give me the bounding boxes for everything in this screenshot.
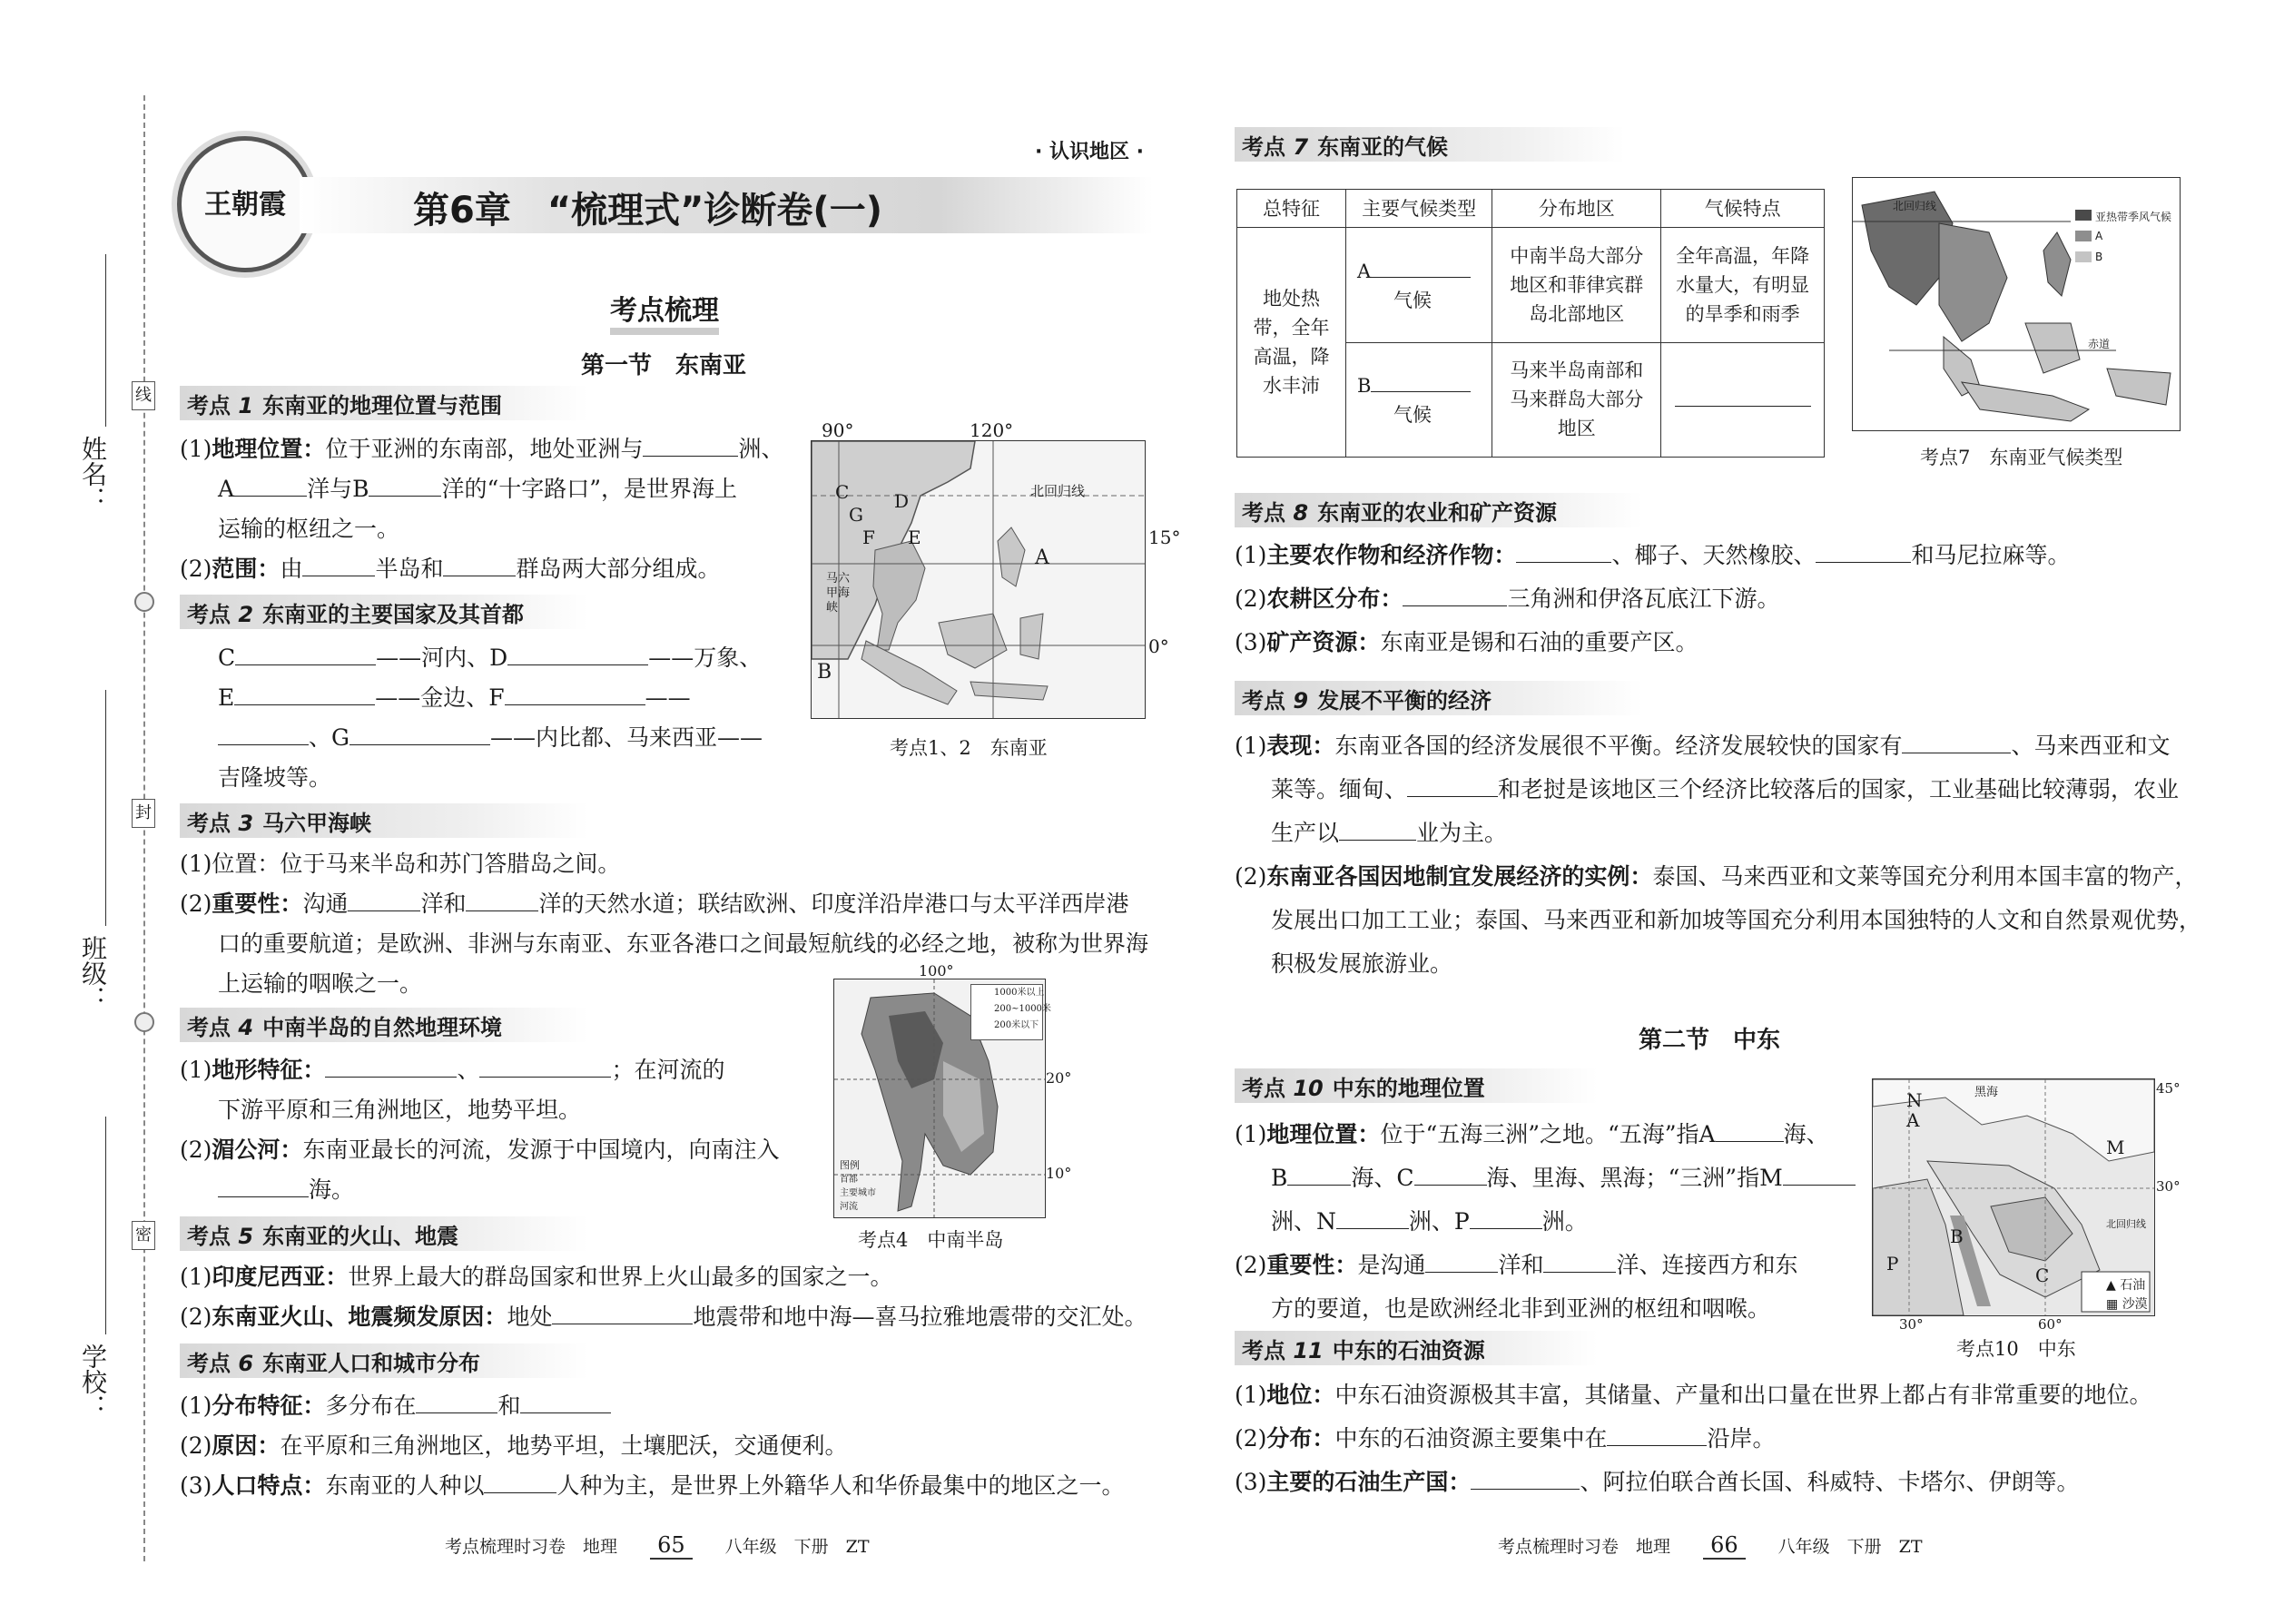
side-name-label: 姓名： bbox=[78, 436, 108, 512]
map1-label-C: C bbox=[835, 481, 850, 503]
map4-black-sea: 黑海 bbox=[1974, 1086, 1999, 1099]
map1-lon-120: 120° bbox=[970, 419, 1014, 441]
section-heading: 考点梳理 bbox=[610, 295, 719, 335]
k1-line-2: A 洋与B 洋的“十字路口”，是世界海上 bbox=[218, 476, 738, 502]
map4-label-M: M bbox=[2106, 1137, 2125, 1158]
k4-line-1: (1)地形特征： 、 ；在河流的 bbox=[180, 1057, 725, 1083]
kaodian-2-header: 考点 2 东南亚的主要国家及其首都 bbox=[180, 595, 588, 629]
k3-line-3: 口的重要航道；是欧洲、非洲与东南亚、东亚各港口之间最短航线的必经之地，被称为世界海 bbox=[218, 930, 1149, 957]
map2-legend-2: 200~1000米 bbox=[994, 1004, 1051, 1014]
map1-lon-90: 90° bbox=[822, 419, 854, 441]
th-overall: 总特征 bbox=[1237, 190, 1346, 228]
map1-label-strait: 马六甲海峡 bbox=[826, 572, 851, 615]
side-mark-3: 密 bbox=[132, 1221, 155, 1250]
map4-lat-30: 30° bbox=[2156, 1178, 2181, 1195]
k10-line-1: (1)地理位置：位于“五海三洲”之地。“五海”指A 海、 bbox=[1235, 1121, 1829, 1147]
k9-line-2: 莱等。缅甸、 和老挝是该地区三个经济比较落后的国家，工业基础比较薄弱，农业 bbox=[1271, 776, 2180, 802]
k1-line-3: 运输的枢纽之一。 bbox=[218, 516, 400, 542]
k6-line-3: (3)人口特点：东南亚的人种以 人种为主，是世界上外籍华人和华侨最集中的地区之一。 bbox=[180, 1472, 1125, 1499]
kaodian-10-header: 考点 10 中东的地理位置 bbox=[1235, 1068, 1598, 1103]
map4-legend-oil: ▲ 石油 bbox=[2106, 1278, 2146, 1293]
map4-label-B: B bbox=[1950, 1225, 1964, 1247]
cell-type-b: B 气候 bbox=[1346, 342, 1492, 458]
map1-label-B: B bbox=[817, 661, 832, 684]
map4-tropic: 北回归线 bbox=[2106, 1218, 2146, 1230]
k3-line-1: (1)位置：位于马来半岛和苏门答腊岛之间。 bbox=[180, 851, 621, 877]
map2-legend-city: 主要城市 bbox=[840, 1188, 876, 1198]
side-class-underline bbox=[105, 690, 106, 926]
map3-caption: 考点7 东南亚气候类型 bbox=[1920, 447, 2123, 468]
map3-legend-2: A bbox=[2095, 230, 2103, 242]
side-mark-1: 线 bbox=[132, 381, 155, 410]
map1-label-F: F bbox=[862, 527, 875, 548]
map4-label-C: C bbox=[2035, 1265, 2050, 1286]
k8-line-1: (1)主要农作物和经济作物： 、椰子、天然橡胶、 和马尼拉麻等。 bbox=[1235, 542, 2071, 568]
cell-feature-b bbox=[1661, 342, 1825, 458]
brand-logo bbox=[177, 136, 313, 272]
side-mark-2: 封 bbox=[132, 799, 155, 828]
k9-line-5: 发展出口加工工业；泰国、马来西亚和新加坡等国充分利用本国独特的人文和自然景观优势， bbox=[1271, 907, 2202, 933]
k6-line-1: (1)分布特征：多分布在 和 bbox=[180, 1386, 611, 1426]
map1-label-D: D bbox=[894, 490, 910, 512]
k11-line-1: (1)地位：中东石油资源极其丰富，其储量、产量和出口量在世界上都占有非常重要的地位。 bbox=[1235, 1382, 2152, 1408]
map2-lon-100: 100° bbox=[919, 962, 954, 979]
k9-line-4: (2)东南亚各国因地制宜发展经济的实例：泰国、马来西亚和文莱等国充分利用本国丰富的物产， bbox=[1235, 863, 2198, 890]
k4-line-4: 海。 bbox=[218, 1170, 354, 1210]
cell-feature-a: 全年高温，年降水量大，有明显的旱季和雨季 bbox=[1661, 228, 1825, 343]
map-southeast-asia-drawing bbox=[812, 441, 1145, 718]
cell-overall: 地处热带，全年高温，降水丰沛 bbox=[1237, 228, 1346, 458]
kaodian-3-header: 考点 3 马六甲海峡 bbox=[180, 803, 588, 838]
map2-legend-river: 河流 bbox=[840, 1202, 858, 1212]
k5-line-2: (2)东南亚火山、地震频发原因：地处 地震带和地中海—喜马拉雅地震带的交汇处。 bbox=[180, 1304, 1147, 1330]
kaodian-9-header: 考点 9 发展不平衡的经济 bbox=[1235, 681, 1643, 715]
map1-label-A: A bbox=[1035, 546, 1049, 569]
left-footer: 考点梳理时习卷 地理 65 八年级 下册 ZT bbox=[445, 1532, 870, 1558]
side-school-label: 学校： bbox=[78, 1343, 108, 1420]
map1-label-tropic: 北回归线 bbox=[1030, 483, 1086, 499]
k2-line-3: 、G ——内比都、马来西亚—— bbox=[218, 718, 763, 758]
k8-line-3: (3)矿产资源：东南亚是锡和石油的重要产区。 bbox=[1235, 629, 1698, 655]
k10-line-5: 方的要道，也是欧洲经北非到亚洲的枢纽和咽喉。 bbox=[1271, 1295, 1771, 1322]
cell-region-a: 中南半岛大部分地区和菲律宾群岛北部地区 bbox=[1492, 228, 1661, 343]
kaodian-11-header: 考点 11 中东的石油资源 bbox=[1235, 1331, 1598, 1365]
map4-lat-45: 45° bbox=[2156, 1080, 2181, 1097]
brand-text: 王朝霞 bbox=[204, 189, 286, 221]
k4-line-3: (2)湄公河：东南亚最长的河流，发源于中国境内，向南注入 bbox=[180, 1137, 780, 1163]
climate-table bbox=[1236, 189, 1825, 458]
k6-line-2: (2)原因：在平原和三角洲地区，地势平坦，土壤肥沃，交通便利。 bbox=[180, 1432, 848, 1459]
k3-line-4: 上运输的咽喉之一。 bbox=[218, 970, 423, 997]
k2-line-2: E ——金边、F —— bbox=[218, 684, 691, 711]
map2-legend-1: 1000米以上 bbox=[994, 988, 1045, 998]
k11-line-3: (3)主要的石油生产国： 、阿拉伯联合酋长国、科威特、卡塔尔、伊朗等。 bbox=[1235, 1469, 2080, 1495]
map1-label-E: E bbox=[908, 527, 921, 548]
map1-label-G: G bbox=[849, 504, 863, 526]
map-indochina bbox=[833, 979, 1046, 1218]
kaodian-6-header: 考点 6 东南亚人口和城市分布 bbox=[180, 1343, 588, 1378]
k10-line-2: B 海、C 海、里海、黑海；“三洲”指M bbox=[1271, 1158, 1856, 1198]
page-number: 65 bbox=[650, 1532, 693, 1560]
kaodian-1-header: 考点 1 东南亚的地理位置与范围 bbox=[180, 386, 588, 420]
th-type: 主要气候类型 bbox=[1346, 190, 1492, 228]
map4-caption: 考点10 中东 bbox=[1956, 1338, 2076, 1360]
chapter-title: 第6章 “梳理式”诊断卷(一) bbox=[413, 190, 882, 231]
map4-label-A: A bbox=[1906, 1109, 1920, 1131]
side-ring-icon bbox=[134, 592, 154, 612]
map3-equator: 赤道 bbox=[2088, 338, 2111, 350]
map2-lat-10: 10° bbox=[1046, 1165, 1072, 1182]
side-class-label: 班级： bbox=[78, 935, 108, 1011]
map4-legend-desert: ▦ 沙漠 bbox=[2106, 1297, 2148, 1312]
map2-legend-3: 200米以下 bbox=[994, 1020, 1039, 1030]
map3-legend-1: 亚热带季风气候 bbox=[2095, 211, 2172, 223]
k1-line-4: (2)范围：由 半岛和 群岛两大部分组成。 bbox=[180, 556, 721, 582]
kaodian-8-header: 考点 8 东南亚的农业和矿产资源 bbox=[1235, 493, 1643, 527]
k11-line-2: (2)分布：中东的石油资源主要集中在 沿岸。 bbox=[1235, 1425, 1776, 1452]
map4-lon-30: 30° bbox=[1899, 1316, 1924, 1333]
kaodian-5-header: 考点 5 东南亚的火山、地震 bbox=[180, 1216, 588, 1251]
k2-line-1: C ——河内、D ——万象、 bbox=[218, 645, 763, 671]
kaodian-4-header: 考点 4 中南半岛的自然地理环境 bbox=[180, 1008, 588, 1042]
map3-legend-3: B bbox=[2095, 251, 2103, 263]
cell-region-b: 马来半岛南部和马来群岛大部分地区 bbox=[1492, 342, 1661, 458]
k9-line-3: 生产以 业为主。 bbox=[1271, 820, 1508, 846]
subsection-title: 第一节 东南亚 bbox=[581, 352, 747, 379]
kaodian-7-header: 考点 7 东南亚的气候 bbox=[1235, 127, 1625, 162]
map1-caption: 考点1、2 东南亚 bbox=[890, 737, 1048, 759]
map-southeast-asia bbox=[811, 440, 1146, 719]
map2-lat-20: 20° bbox=[1046, 1069, 1072, 1087]
map4-label-N: N bbox=[1906, 1089, 1923, 1111]
subsection-title-2: 第二节 中东 bbox=[1639, 1027, 1781, 1054]
k10-line-3: 洲、N 洲、P 洲。 bbox=[1271, 1208, 1588, 1235]
map3-tropic: 北回归线 bbox=[1893, 200, 1937, 212]
k8-line-2: (2)农耕区分布： 三角洲和伊洛瓦底江下游。 bbox=[1235, 586, 1780, 612]
k10-line-4: (2)重要性：是沟通 洋和 洋、连接西方和东 bbox=[1235, 1252, 1798, 1278]
k3-line-2: (2)重要性：沟通 洋和 洋的天然水道；联结欧洲、印度洋沿岸港口与太平洋西岸港 bbox=[180, 891, 1129, 917]
map4-lon-60: 60° bbox=[2038, 1316, 2063, 1333]
cell-type-a: A 气候 bbox=[1346, 228, 1492, 343]
map2-legend-title: 图例 bbox=[840, 1159, 860, 1171]
k4-line-2: 下游平原和三角洲地区，地势平坦。 bbox=[218, 1097, 582, 1123]
k5-line-1: (1)印度尼西亚：世界上最大的群岛国家和世界上火山最多的国家之一。 bbox=[180, 1264, 893, 1290]
k9-line-1: (1)表现：东南亚各国的经济发展很不平衡。经济发展较快的国家有 、马来西亚和文 bbox=[1235, 733, 2171, 759]
binding-line bbox=[143, 95, 145, 1561]
map2-legend-capital: 首都 bbox=[840, 1175, 858, 1185]
k1-line-1: (1)地理位置：位于亚洲的东南部，地处亚洲与 洲、 bbox=[180, 436, 784, 462]
side-name-underline bbox=[105, 254, 106, 427]
side-ring-icon bbox=[134, 1012, 154, 1032]
k9-line-6: 积极发展旅游业。 bbox=[1271, 950, 1453, 977]
map2-caption: 考点4 中南半岛 bbox=[858, 1229, 1004, 1251]
side-school-underline bbox=[105, 1117, 106, 1334]
right-footer: 考点梳理时习卷 地理 66 八年级 下册 ZT bbox=[1498, 1532, 1923, 1558]
map4-label-P: P bbox=[1886, 1253, 1899, 1275]
map1-lat-15: 15° bbox=[1148, 527, 1181, 548]
region-tag: · 认识地区 · bbox=[1035, 141, 1145, 163]
map1-lat-0: 0° bbox=[1148, 635, 1169, 657]
th-feature: 气候特点 bbox=[1661, 190, 1825, 228]
k2-line-4: 吉隆坡等。 bbox=[218, 764, 332, 791]
page-number: 66 bbox=[1703, 1532, 1746, 1560]
th-region: 分布地区 bbox=[1492, 190, 1661, 228]
